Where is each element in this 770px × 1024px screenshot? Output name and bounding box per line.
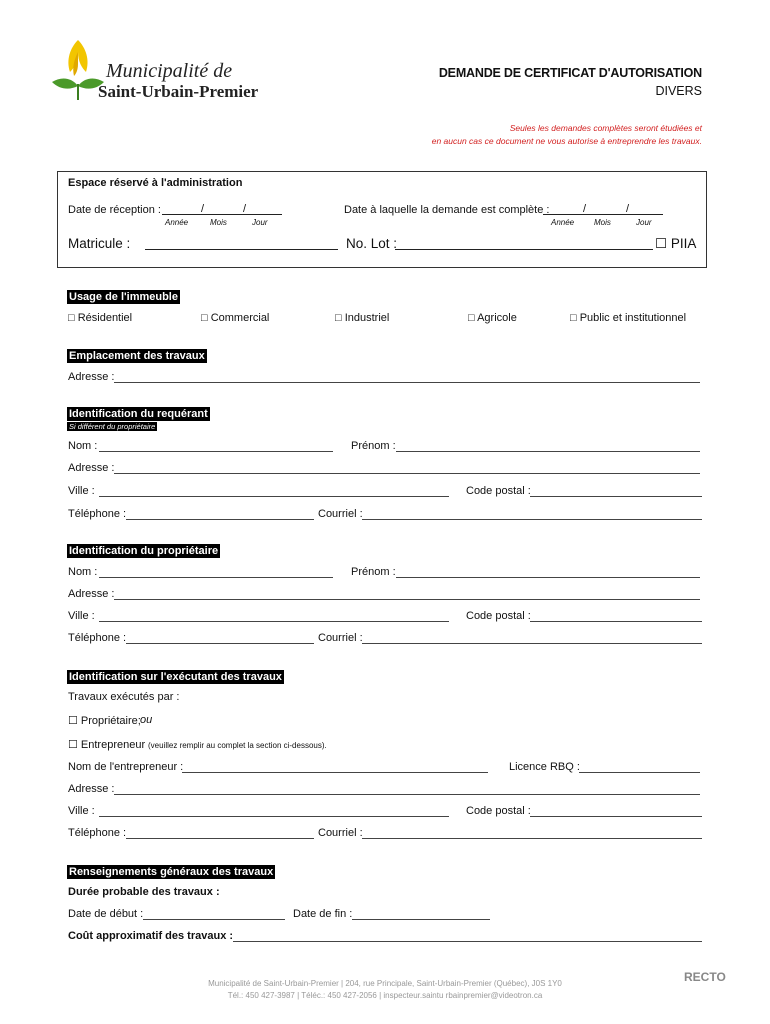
admin-heading: Espace réservé à l'administration xyxy=(68,177,243,189)
footer-address: Municipalité de Saint-Urbain-Premier | 204, rue Principale, Saint-Urbain-Premier (Québec), J0S 1Y0 xyxy=(208,979,562,988)
date-reception-field[interactable] xyxy=(162,214,282,215)
notice-line1: Seules les demandes complètes seront étudiées et xyxy=(509,123,702,133)
usage-agricole-checkbox[interactable]: □ Agricole xyxy=(468,312,517,324)
proprietaire-telephone-field[interactable] xyxy=(126,643,314,644)
emplacement-adresse-label: Adresse : xyxy=(68,371,115,383)
emplacement-adresse-field[interactable] xyxy=(114,382,700,383)
requerant-adresse-field[interactable] xyxy=(114,473,700,474)
usage-public-checkbox[interactable]: □ Public et institutionnel xyxy=(570,312,687,324)
executant-proprietaire-checkbox[interactable]: ☐ Propriétaire; xyxy=(68,715,141,727)
executant-telephone-field[interactable] xyxy=(126,838,314,839)
logo-line1: Municipalité de xyxy=(106,60,233,82)
piia-checkbox[interactable]: ☐ PIIA xyxy=(655,236,697,251)
requerant-code-postal-field[interactable] xyxy=(530,496,702,497)
renseignements-heading: Renseignements généraux des travaux xyxy=(69,866,274,878)
duree-label: Durée probable des travaux : xyxy=(68,886,220,898)
requerant-courriel-field[interactable] xyxy=(362,519,702,520)
requerant-ville-field[interactable] xyxy=(99,496,449,497)
executant-heading: Identification sur l'exécutant des travaux xyxy=(69,671,282,683)
executant-adresse-field[interactable] xyxy=(114,794,700,795)
date-complete-field[interactable] xyxy=(543,214,663,215)
date-debut-field[interactable] xyxy=(143,919,285,920)
requerant-telephone-field[interactable] xyxy=(126,519,314,520)
date-reception-label: Date de réception : xyxy=(68,204,161,216)
requerant-nom-field[interactable] xyxy=(99,451,333,452)
page-title: DEMANDE DE CERTIFICAT D'AUTORISATION xyxy=(438,66,702,80)
proprietaire-heading: Identification du propriétaire xyxy=(69,545,219,557)
requerant-subheading: Si différent du propriétaire xyxy=(69,422,156,431)
proprietaire-code-postal-field[interactable] xyxy=(530,621,702,622)
date-complete-label: Date à laquelle la demande est complète : xyxy=(344,204,550,216)
usage-heading: Usage de l'immeuble xyxy=(69,291,178,303)
usage-industriel-checkbox[interactable]: □ Industriel xyxy=(335,312,390,324)
executant-courriel-field[interactable] xyxy=(362,838,702,839)
no-lot-label: No. Lot : xyxy=(346,236,398,251)
proprietaire-nom-field[interactable] xyxy=(99,577,333,578)
date-fin-field[interactable] xyxy=(352,919,490,920)
requerant-heading: Identification du requérant xyxy=(69,408,208,420)
municipality-logo xyxy=(48,38,268,102)
proprietaire-prenom-field[interactable] xyxy=(396,577,700,578)
emplacement-heading: Emplacement des travaux xyxy=(69,350,205,362)
no-lot-field[interactable] xyxy=(395,249,653,250)
executant-entrepreneur-checkbox[interactable]: ☐ Entrepreneur xyxy=(68,739,146,751)
matricule-label: Matricule : xyxy=(68,236,131,251)
travaux-par-label: Travaux exécutés par : xyxy=(68,691,180,703)
footer-contact: Tél.: 450 427-3987 | Téléc.: 450 427-2056 | inspecteur.saintu rbainpremier@videotron.ca xyxy=(227,991,543,1000)
proprietaire-courriel-field[interactable] xyxy=(362,643,702,644)
logo-line2: Saint-Urbain-Premier xyxy=(98,82,259,101)
proprietaire-adresse-field[interactable] xyxy=(114,599,700,600)
matricule-field[interactable] xyxy=(145,249,338,250)
page-subtitle: DIVERS xyxy=(655,84,702,98)
nom-entrepreneur-field[interactable] xyxy=(182,772,488,773)
executant-ville-field[interactable] xyxy=(99,816,449,817)
cout-field[interactable] xyxy=(233,941,702,942)
requerant-prenom-field[interactable] xyxy=(396,451,700,452)
usage-residentiel-checkbox[interactable]: □ Résidentiel xyxy=(68,312,133,324)
notice-line2: en aucun cas ce document ne vous autorise à entreprendre les travaux. xyxy=(431,136,702,146)
recto-label: RECTO xyxy=(684,970,726,984)
licence-rbq-field[interactable] xyxy=(579,772,700,773)
executant-code-postal-field[interactable] xyxy=(530,816,702,817)
usage-commercial-checkbox[interactable]: □ Commercial xyxy=(201,312,270,324)
proprietaire-ville-field[interactable] xyxy=(99,621,449,622)
